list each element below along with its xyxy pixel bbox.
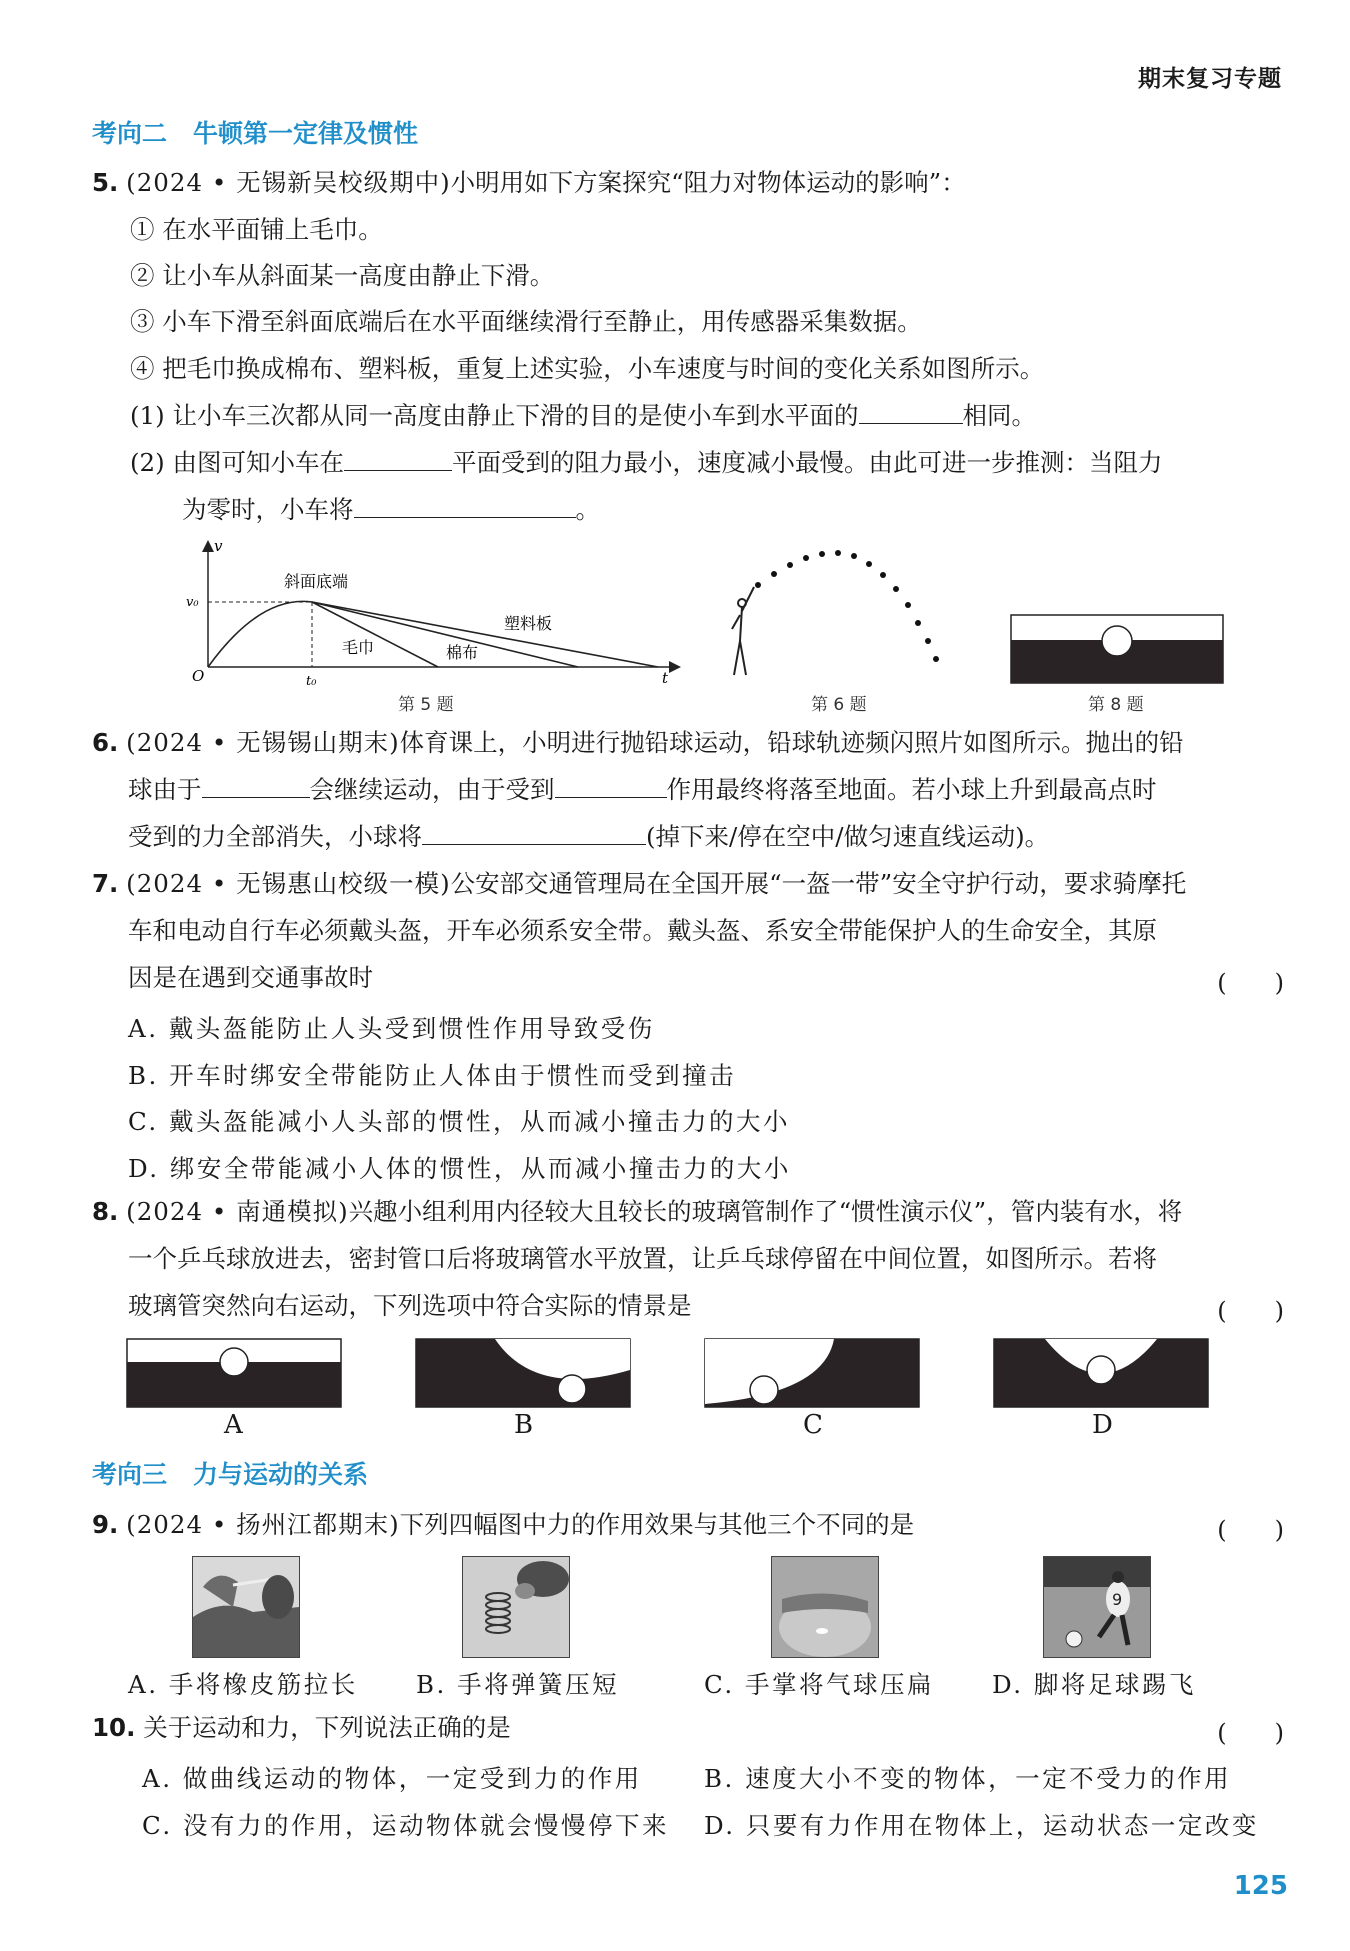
- section-title-3: [92, 1455, 368, 1491]
- q5-step-1: ① 在水平面铺上毛巾。: [130, 215, 383, 244]
- football-photo[interactable]: [1043, 1556, 1151, 1658]
- q8-label-c: C: [803, 1410, 823, 1440]
- question-stem: 小明用如下方案探究“阻力对物体运动的影响”：: [450, 168, 966, 197]
- question-number: 10.: [92, 1713, 136, 1742]
- axis-t-label: t: [662, 669, 669, 685]
- answer-paren[interactable]: ( ): [1217, 1297, 1284, 1325]
- rubber-band-photo[interactable]: [192, 1556, 300, 1658]
- q5-part-2-line2-end: 。: [575, 495, 600, 524]
- slope-bottom-label: 斜面底端: [284, 572, 349, 591]
- q7-option-b[interactable]: B. 开车时绑安全带能防止人体由于惯性而受到撞击: [128, 1061, 737, 1090]
- question-number: 5.: [92, 168, 119, 197]
- q8-label-a: A: [224, 1410, 243, 1440]
- q10-option-a[interactable]: A. 做曲线运动的物体，一定受到力的作用: [142, 1764, 642, 1793]
- answer-paren[interactable]: ( ): [1217, 969, 1284, 997]
- q5-part-2-mid: 平面受到的阻力最小，速度减小最慢。由此可进一步推测：当阻力: [452, 448, 1163, 477]
- q6-text-a: 球由于: [128, 775, 202, 804]
- q5-part-1-text: (1) 让小车三次都从同一高度由静止下滑的目的是使小车到水平面的: [130, 401, 859, 430]
- towel-line: [312, 602, 438, 667]
- ping-pong-ball: [1102, 626, 1132, 656]
- t0-label: t₀: [306, 674, 317, 685]
- origin-label: O: [192, 667, 205, 685]
- q9-option-c[interactable]: C. 手掌将气球压扁: [704, 1670, 934, 1699]
- q5-step-4: ④ 把毛巾换成棉布、塑料板，重复上述实验，小车速度与时间的变化关系如图所示。: [130, 354, 1045, 383]
- question-source: (2024 • 无锡新吴校级期中): [126, 168, 451, 197]
- q5-part-2-line2-text: 为零时，小车将: [182, 495, 354, 524]
- q8-line-1: [92, 1197, 1182, 1227]
- question-source: (2024 • 无锡锡山期末): [126, 728, 400, 757]
- q7-line-2: 车和电动自行车必须戴头盔，开车必须系安全带。戴头盔、系安全带能保护人的生命安全，其原: [128, 916, 1157, 945]
- q7-option-a[interactable]: A. 戴头盔能防止人头受到惯性作用导致受伤: [128, 1014, 655, 1043]
- section-title-2: [92, 114, 418, 150]
- q5-part-2-text: (2) 由图可知小车在: [130, 448, 344, 477]
- question-stem: 下列四幅图中力的作用效果与其他三个不同的是: [399, 1510, 915, 1539]
- fig6-caption: 第 6 题: [811, 695, 867, 715]
- answer-blank[interactable]: [202, 775, 310, 798]
- q9-option-d[interactable]: D. 脚将足球踢飞: [992, 1670, 1196, 1699]
- question-source: (2024 • 无锡惠山校级一模): [126, 869, 451, 898]
- cotton-label: 棉布: [446, 643, 479, 662]
- header-tag: 期末复习专题: [1138, 66, 1282, 92]
- answer-paren[interactable]: ( ): [1217, 1516, 1284, 1544]
- q8-option-a-figure[interactable]: [126, 1338, 342, 1408]
- cotton-line: [312, 602, 578, 667]
- q7-option-d[interactable]: D. 绑安全带能减小人体的惯性，从而减小撞击力的大小: [128, 1154, 791, 1183]
- q8-line-2: 一个乒乓球放进去，密封管口后将玻璃管水平放置，让乒乓球停留在中间位置，如图所示。若将: [128, 1244, 1157, 1273]
- section-topic: 力与运动的关系: [193, 1460, 369, 1489]
- balloon-photo[interactable]: [771, 1556, 879, 1658]
- q5-step-2: ② 让小车从斜面某一高度由静止下滑。: [130, 261, 555, 290]
- q5-part-2-line2: [182, 495, 600, 525]
- question-stem: 公安部交通管理局在全国开展“一盔一带”安全守护行动，要求骑摩托: [450, 869, 1187, 898]
- q10-option-c[interactable]: C. 没有力的作用，运动物体就会慢慢停下来: [142, 1811, 669, 1840]
- page-number: 125: [1233, 1871, 1288, 1901]
- q9-option-b[interactable]: B. 手将弹簧压短: [416, 1670, 620, 1699]
- q5-part-1: [130, 401, 1036, 431]
- q8-line-3: 玻璃管突然向右运动，下列选项中符合实际的情景是: [128, 1291, 692, 1320]
- question-number: 8.: [92, 1197, 119, 1226]
- q7-line-3: 因是在遇到交通事故时: [128, 963, 373, 992]
- q5-part-2: [130, 448, 1163, 478]
- shot-put-figure: [722, 545, 972, 685]
- q9-option-a[interactable]: A. 手将橡皮筋拉长: [128, 1670, 358, 1699]
- axis-v-label: v: [214, 537, 223, 555]
- fig5-caption: 第 5 题: [398, 695, 454, 715]
- question-number: 9.: [92, 1510, 119, 1539]
- question-stem: 兴趣小组利用内径较大且较长的玻璃管制作了“惯性演示仪”，管内装有水，将: [348, 1197, 1183, 1226]
- q8-label-d: D: [1092, 1410, 1113, 1440]
- q7-option-c[interactable]: C. 戴头盔能减小人头部的惯性，从而减小撞击力的大小: [128, 1107, 790, 1136]
- answer-paren[interactable]: ( ): [1217, 1719, 1284, 1747]
- answer-blank[interactable]: [344, 448, 452, 471]
- question-stem: 体育课上，小明进行抛铅球运动，铅球轨迹频闪照片如图所示。抛出的铅: [399, 728, 1184, 757]
- spring-photo[interactable]: [462, 1556, 570, 1658]
- q8-label-b: B: [514, 1410, 534, 1440]
- svg-text:9: 9: [1112, 1590, 1123, 1609]
- section-topic: 牛顿第一定律及惯性: [193, 119, 419, 148]
- velocity-time-graph: [180, 535, 690, 685]
- q5-part-1-end: 相同。: [962, 401, 1036, 430]
- trajectory-dots: [755, 550, 939, 662]
- q8-option-c-figure[interactable]: [704, 1338, 920, 1408]
- answer-blank[interactable]: [422, 822, 646, 845]
- q6-line-3: [128, 822, 1049, 852]
- answer-blank[interactable]: [555, 775, 667, 798]
- question-number: 7.: [92, 869, 119, 898]
- slope-curve: [208, 601, 312, 667]
- q5-stem: [92, 168, 966, 198]
- q7-line-1: [92, 869, 1186, 899]
- q6-text-b: 会继续运动，由于受到: [309, 775, 555, 804]
- inertia-tube-figure: [1010, 614, 1224, 684]
- q6-text-e: (掉下来/停在空中/做匀速直线运动)。: [646, 822, 1050, 851]
- answer-blank[interactable]: [859, 401, 963, 424]
- q5-step-3: ③ 小车下滑至斜面底端后在水平面继续滑行至静止，用传感器采集数据。: [130, 307, 922, 336]
- answer-blank[interactable]: [354, 495, 576, 518]
- q6-line-1: [92, 728, 1184, 758]
- q6-text-d: 受到的力全部消失，小球将: [128, 822, 422, 851]
- q6-line-2: [128, 775, 1157, 805]
- section-label: 考向二: [92, 119, 168, 148]
- question-stem: 关于运动和力，下列说法正确的是: [143, 1713, 511, 1742]
- q6-text-c: 作用最终将落至地面。若小球上升到最高点时: [666, 775, 1157, 804]
- q8-option-d-figure[interactable]: [993, 1338, 1209, 1408]
- plastic-label: 塑料板: [504, 614, 553, 633]
- question-source: (2024 • 扬州江都期末): [126, 1510, 400, 1539]
- athlete-icon: [732, 587, 754, 675]
- plastic-line: [312, 602, 658, 667]
- section-label: 考向三: [92, 1460, 168, 1489]
- q9-line-1: [92, 1510, 914, 1540]
- fig8-caption: 第 8 题: [1088, 695, 1144, 715]
- q10-line-1: [92, 1713, 511, 1743]
- towel-label: 毛巾: [342, 638, 375, 657]
- q10-option-b[interactable]: B. 速度大小不变的物体，一定不受力的作用: [704, 1764, 1232, 1793]
- question-number: 6.: [92, 728, 119, 757]
- q10-option-d[interactable]: D. 只要有力作用在物体上，运动状态一定改变: [704, 1811, 1259, 1840]
- q8-option-b-figure[interactable]: [415, 1338, 631, 1408]
- v0-label: v₀: [186, 595, 199, 610]
- question-source: (2024 • 南通模拟): [126, 1197, 349, 1226]
